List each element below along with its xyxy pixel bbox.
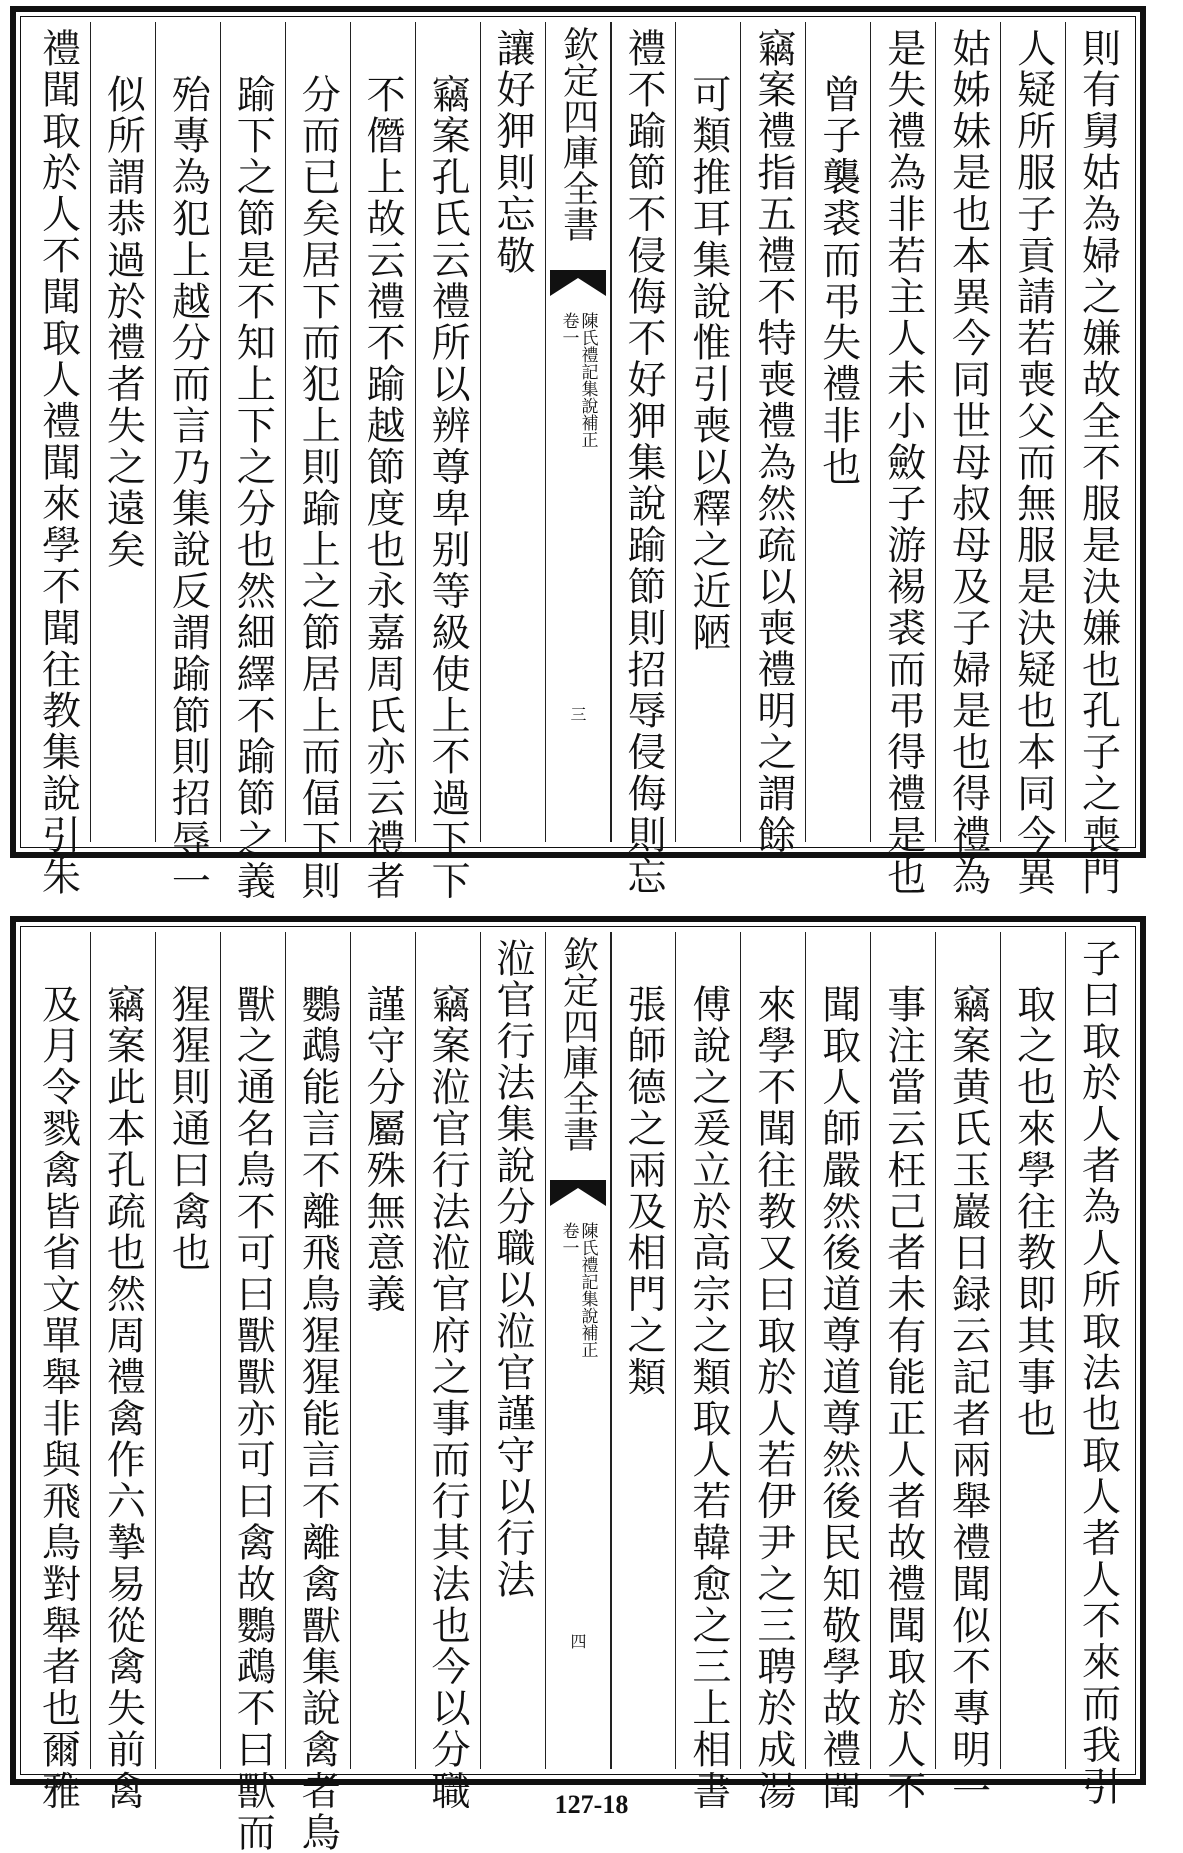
text-column: [350, 22, 415, 902]
fishtail-mark-icon: [550, 1180, 606, 1206]
column-text: 姑姊妹是也本異今同世母叔母及子婦是也得禮為: [945, 28, 991, 898]
book-name: 陳氏禮記集說補正: [577, 1222, 598, 1358]
column-text: 禮不踰節不侵侮不好狎集說踰節則招辱侵侮則忘: [620, 28, 666, 898]
text-column: [805, 932, 870, 1812]
column-text: 謹守分屬殊無意義: [360, 984, 406, 1316]
text-column: [480, 22, 545, 842]
text-column: [285, 932, 350, 1853]
column-text: 似所謂恭過於禮者失之遠矣: [100, 74, 146, 571]
text-column: [26, 932, 90, 1812]
fishtail-mark-icon: [550, 270, 606, 296]
text-column: [1065, 932, 1130, 1808]
text-column: [611, 22, 676, 898]
column-text: 取之也來學往教即其事也: [1010, 984, 1056, 1440]
text-column: [740, 22, 805, 856]
text-column: [1065, 22, 1130, 898]
text-column: [285, 22, 350, 902]
column-text: 事注當云枉己者未有能正人者故禮聞取於人不: [880, 984, 926, 1812]
column-text: 人疑所服子貢請若喪父而無服是決疑也本同今異: [1010, 28, 1056, 898]
center-fold-column: [545, 22, 611, 842]
column-text: 傅說之爰立於高宗之類取人若韓愈之三上相書: [685, 984, 731, 1812]
text-column: [350, 932, 415, 1769]
volume-label: 卷一: [558, 1222, 579, 1256]
column-text: 涖官行法集說分職以涖官謹守以行法: [490, 938, 536, 1601]
text-column: [90, 932, 155, 1812]
book-title: 欽定四庫全書: [557, 936, 599, 1152]
text-column: [935, 932, 1000, 1812]
text-column: [155, 22, 220, 902]
leaf-number: 四: [568, 1633, 587, 1649]
column-text: 及月令戮禽皆省文單舉非與飛鳥對舉者也爾雅: [35, 984, 81, 1812]
column-text: 張師德之兩及相門之類: [620, 984, 666, 1398]
column-text: 子曰取於人者為人所取法也取人者人不來而我引: [1075, 938, 1121, 1808]
column-text: 猩猩則通曰禽也: [165, 984, 211, 1274]
text-column: [870, 932, 935, 1812]
column-text: 竊案孔氏云禮所以辨尊卑别等級使上不過下下: [425, 74, 471, 902]
leaf-number: 三: [568, 706, 587, 722]
text-column: [675, 932, 740, 1812]
text-column: [220, 22, 285, 902]
text-column: [220, 932, 285, 1853]
page-number: 127-18: [554, 1790, 629, 1819]
text-column: [415, 22, 480, 902]
text-column: [1000, 932, 1065, 1769]
column-text: 禮聞取於人不聞取人禮聞來學不聞往教集說引朱: [35, 28, 81, 898]
text-column: [155, 932, 220, 1769]
text-column: [1000, 22, 1065, 898]
volume-label: 卷一: [558, 312, 579, 346]
column-text: 竊案此本孔疏也然周禮禽作六摯易從禽失前禽: [100, 984, 146, 1812]
column-text: 竊案禮指五禮不特喪禮為然疏以喪禮明之謂餘: [750, 28, 796, 856]
text-column: [805, 22, 870, 842]
column-text: 讓好狎則忘敬: [490, 28, 536, 277]
column-text: 分而已矣居下而犯上則踰上之節居上而偪下則: [295, 74, 341, 902]
text-column: [870, 22, 935, 898]
text-column: [675, 22, 740, 842]
column-text: 踰下之節是不知上下之分也然細繹不踰節之義: [230, 74, 276, 902]
book-title: 欽定四庫全書: [557, 26, 599, 242]
top-columns: [26, 22, 1130, 902]
column-text: 殆專為犯上越分而言乃集說反謂踰節則招辱一: [165, 74, 211, 902]
text-column: [480, 932, 545, 1769]
column-text: 則有舅姑為婦之嫌故全不服是決嫌也孔子之喪門: [1075, 28, 1121, 898]
column-text: 是失禮為非若主人未小斂子游裼裘而弔得禮是也: [880, 28, 926, 898]
column-text: 竊案涖官行法涖官府之事而行其法也今以分職: [425, 984, 471, 1812]
center-fold-column: [545, 932, 611, 1769]
book-subtitle: [560, 1222, 596, 1358]
top-page-panel: [10, 6, 1146, 902]
column-text: 聞取人師嚴然後道尊道尊然後民知敬學故禮聞: [815, 984, 861, 1812]
text-column: [26, 22, 90, 898]
column-text: 竊案黄氏玉巖日録云記者兩舉禮聞似不專明一: [945, 984, 991, 1812]
text-column: [740, 932, 805, 1812]
text-column: [90, 22, 155, 842]
column-text: 鸚鵡能言不離飛鳥猩猩能言不離禽獸集說禽者鳥: [295, 984, 341, 1853]
text-column: [611, 932, 676, 1769]
text-column: [415, 932, 480, 1812]
book-subtitle: [560, 312, 596, 448]
column-text: 曾子襲裘而弔失禮非也: [815, 74, 861, 488]
book-name: 陳氏禮記集說補正: [577, 312, 598, 448]
column-text: 來學不聞往教又曰取於人若伊尹之三聘於成湯: [750, 984, 796, 1812]
text-column: [935, 22, 1000, 898]
column-text: 獸之通名鳥不可曰獸獸亦可曰禽故鸚鵡不曰獸而: [230, 984, 276, 1853]
column-text: 不僭上故云禮不踰越節度也永嘉周氏亦云禮者: [360, 74, 406, 902]
column-text: 可類推耳集說惟引喪以釋之近陋: [685, 74, 731, 654]
